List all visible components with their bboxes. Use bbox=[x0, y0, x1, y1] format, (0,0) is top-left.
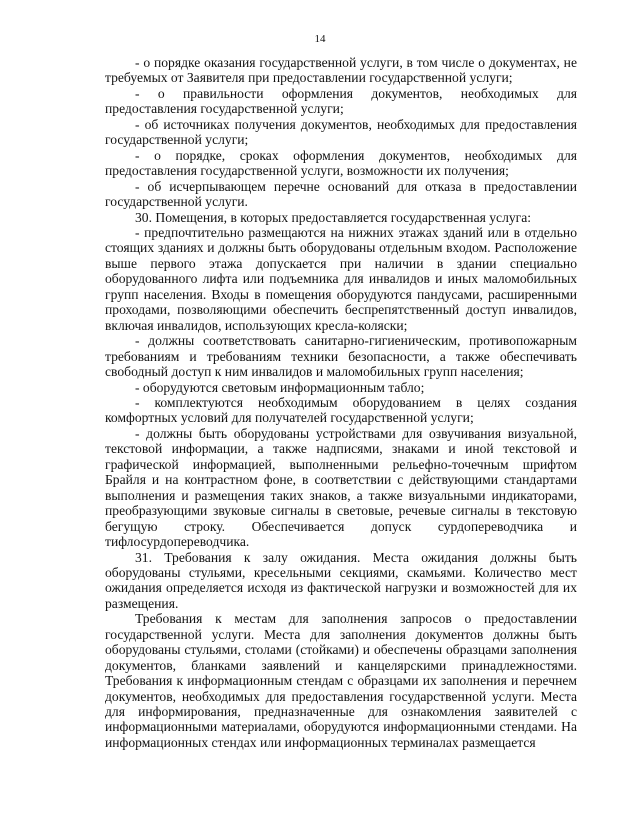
page-number: 14 bbox=[314, 33, 326, 45]
paragraph-equipment: - комплектуются необходимым оборудованием в целях создания комфортных условий для получателей государственной услуги; bbox=[105, 394, 577, 426]
paragraph-consultation-procedure: - о порядке оказания государственной услуги, в том числе о документах, не требуемых от Заявителя при предоставлении государственной услуги; bbox=[105, 55, 577, 86]
paragraph-accessibility-devices: - должны быть оборудованы устройствами для озвучивания визуальной, текстовой информации, а также надписями, знаками и иной текстовой и графической информацией, выполненными рельефно-точечным шрифтом Брайля и на контрастном фоне, в соответствии с действующими стандартами выполнения и размещения таких знаков, а также визуальными индикаторами, преобразующими звуковые сигналы в световые, речевые сигналы в текстовую бегущую строку. Обеспечивается допуск сурдопереводчика и тифлосурдопереводчика. bbox=[105, 425, 577, 550]
paragraph-document-formatting: - о правильности оформления документов, необходимых для предоставления государственной услуги; bbox=[105, 85, 577, 117]
paragraph-document-sources: - об источниках получения документов, необходимых для предоставления государственной услуги; bbox=[105, 116, 577, 148]
document-body bbox=[105, 55, 577, 750]
paragraph-processing-terms: - о порядке, сроках оформления документов, необходимых для предоставления государственной услуги, возможности их получения; bbox=[105, 147, 577, 179]
paragraph-refusal-grounds: - об исчерпывающем перечне оснований для отказа в предоставлении государственной услуги. bbox=[105, 178, 577, 210]
paragraph-section-30-heading: 30. Помещения, в которых предоставляется государственная услуга: bbox=[135, 209, 532, 225]
paragraph-premises-location: - предпочтительно размещаются на нижних этажах зданий или в отдельно стоящих зданиях и должны быть оборудованы отдельным входом. Расположение выше первого этажа допускается при наличии в здании специально оборудованного лифта или подъемника для инвалидов и иных маломобильных групп населения. Входы в помещения оборудуются пандусами, расширенными проходами, позволяющими обеспечить беспрепятственный доступ инвалидов, включая инвалидов, использующих кресла-коляски; bbox=[105, 224, 577, 333]
paragraph-sanitary-requirements: - должны соответствовать санитарно-гигиеническим, противопожарным требованиям и требованиям техники безопасности, а также обеспечивать свободный доступ к ним инвалидов и маломобильных групп населения; bbox=[105, 333, 577, 380]
paragraph-information-board: - оборудуются световым информационным табло; bbox=[135, 379, 425, 395]
paragraph-section-31-waiting-room: 31. Требования к залу ожидания. Места ожидания должны быть оборудованы стульями, кресельными секциями, скамьями. Количество мест ожидания определяется исходя из фактической нагрузки и возможностей для их размещения. bbox=[105, 549, 577, 611]
paragraph-request-filling-places: Требования к местам для заполнения запросов о предоставлении государственной услуги. Места для заполнения документов должны быть оборудованы стульями, столами (стойками) и обеспечены образцами заполнения документов, бланками заявлений и канцелярскими принадлежностями. Требования к информационным стендам с образцами их заполнения и перечнем документов, необходимых для предоставления государственной услуги. Места для информирования, предназначенные для ознакомления заявителей с информационными материалами, оборудуются информационными стендами. На информационных стендах или информационных терминалах размещается bbox=[105, 611, 577, 750]
